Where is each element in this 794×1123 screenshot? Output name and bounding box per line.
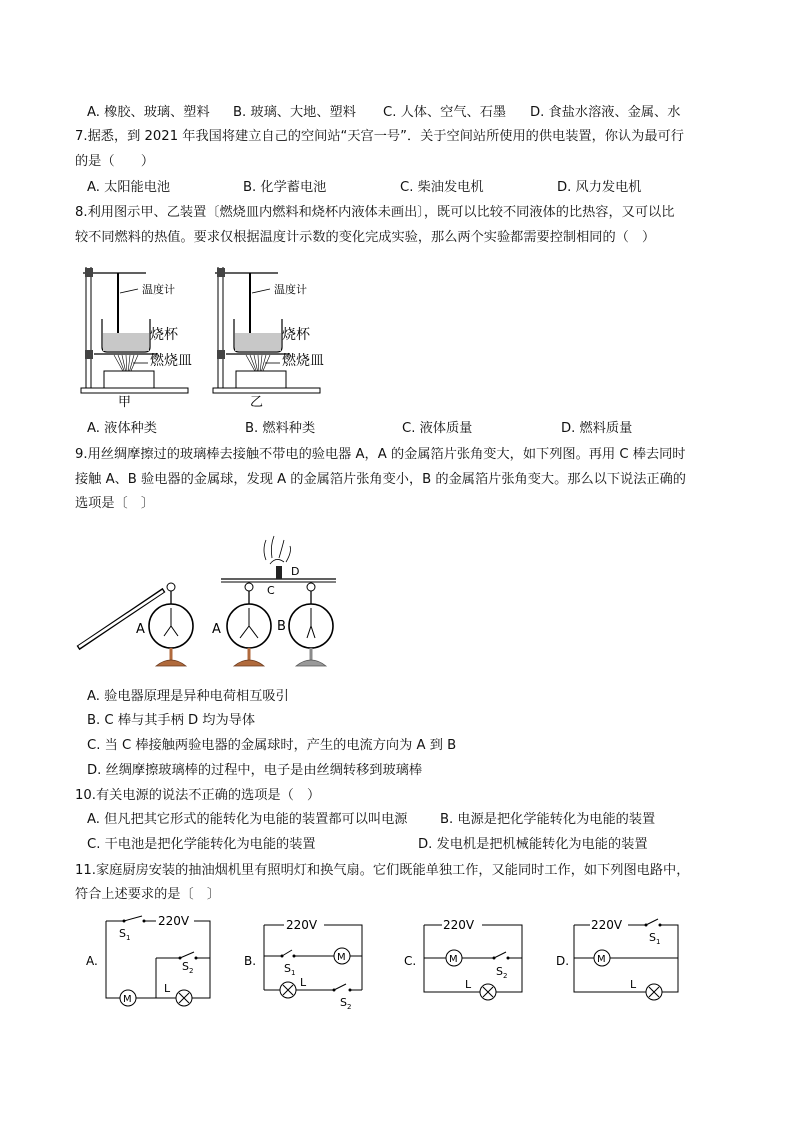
burner-label: 燃烧皿 — [150, 353, 192, 369]
thermometer-label-yi: 温度计 — [274, 283, 307, 296]
q9-stem: 9.用丝绸摩擦过的玻璃棒去接触不带电的验电器 A，A 的金属箔片张角变大，如下列图。再用 C 棒去同时 — [75, 447, 686, 462]
caption-jia: 甲 — [118, 395, 132, 410]
circuit-c-lamp: L — [465, 978, 472, 991]
q6-option-b: B. 玻璃、大地、塑料 — [233, 105, 356, 120]
q9-option-d: D. 丝绸摩擦玻璃棒的过程中，电子是由丝绸转移到玻璃棒 — [87, 763, 423, 778]
electroscope-a-left — [136, 583, 193, 666]
q7-option-d: D. 风力发电机 — [557, 180, 642, 195]
q8-option-a: A. 液体种类 — [87, 421, 157, 436]
rod-c-label: C — [267, 584, 275, 597]
q9-option-c: C. 当 C 棒接触两验电器的金属球时，产生的电流方向为 A 到 B — [87, 738, 457, 753]
electroscope-a-left-label: A — [136, 622, 145, 637]
q7-stem-cont: 的是（ ） — [75, 154, 155, 169]
circuit-a-s1: $S_1$ — [119, 927, 131, 942]
electroscope-a-right-label: A — [212, 622, 221, 637]
circuit-b-s2: $S_2$ — [340, 996, 352, 1011]
circuit-d-motor: M — [597, 954, 606, 965]
q7-stem: 7.据悉，到 2021 年我国将建立自己的空间站“天宫一号”．关于空间站所使用的供电装置，你认为最可行 — [75, 129, 684, 144]
circuit-c-label: C. — [404, 954, 417, 968]
q8-option-c: C. 液体质量 — [402, 421, 473, 436]
circuit-c — [402, 912, 532, 1012]
circuit-a-lamp: L — [164, 982, 171, 995]
circuit-d — [554, 912, 694, 1012]
circuit-d-lamp: L — [630, 978, 637, 991]
q10-option-a: A. 但凡把其它形式的能转化为电能的装置都可以叫电源 — [87, 812, 408, 827]
q7-option-c: C. 柴油发电机 — [400, 180, 484, 195]
q8-option-d: D. 燃料质量 — [561, 421, 633, 436]
q9-electroscope-figure — [76, 522, 346, 680]
circuit-a-label: A. — [86, 954, 98, 968]
q9-option-a: A. 验电器原理是异种电荷相互吸引 — [87, 689, 289, 704]
circuit-c-voltage: 220V — [443, 918, 475, 932]
q6-option-d: D. 食盐水溶液、金属、水 — [530, 105, 681, 120]
q10-option-d: D. 发电机是把机械能转化为电能的装置 — [418, 837, 648, 852]
q11-stem-cont: 符合上述要求的是〔 〕 — [75, 887, 221, 902]
q6-option-a: A. 橡胶、玻璃、塑料 — [87, 105, 210, 120]
circuit-b — [242, 912, 372, 1012]
circuit-a — [84, 912, 224, 1012]
circuit-b-s1: $S_1$ — [284, 962, 296, 977]
q7-option-b: B. 化学蓄电池 — [243, 180, 327, 195]
beaker-label-yi: 烧杯 — [282, 327, 310, 343]
circuit-a-voltage: 220V — [158, 914, 190, 928]
q8-option-b: B. 燃料种类 — [245, 421, 316, 436]
circuit-b-voltage: 220V — [286, 918, 318, 932]
q8-stem: 8.利用图示甲、乙装置〔燃烧皿内燃料和烧杯内液体未画出〕，既可以比较不同液体的比热容，又可以比 — [75, 205, 675, 220]
handle-d-label: D — [291, 565, 300, 578]
q6-option-c: C. 人体、空气、石墨 — [383, 105, 507, 120]
apparatus-jia — [81, 267, 192, 410]
caption-yi: 乙 — [250, 395, 264, 410]
electroscope-b-label: B — [277, 619, 286, 634]
circuit-b-motor: M — [337, 952, 346, 963]
q9-option-b: B. C 棒与其手柄 D 均为导体 — [87, 713, 256, 728]
circuit-d-s1: $S_1$ — [649, 931, 661, 946]
q10-stem: 10.有关电源的说法不正确的选项是（ ） — [75, 788, 321, 803]
circuit-a-s2: $S_2$ — [182, 960, 194, 975]
q9-stem-cont-2: 选项是〔 〕 — [75, 496, 155, 511]
q8-stem-cont: 较不同燃料的热值。要求仅根据温度计示数的变化完成实验，那么两个实验都需要控制相同的（ ） — [75, 230, 656, 245]
circuit-c-motor: M — [449, 954, 458, 965]
beaker-label: 烧杯 — [150, 327, 178, 343]
thermometer-label: 温度计 — [142, 283, 175, 296]
circuit-b-label: B. — [244, 954, 257, 968]
circuit-a-motor: M — [123, 994, 132, 1005]
electroscope-b — [277, 583, 333, 666]
q10-option-c: C. 干电池是把化学能转化为电能的装置 — [87, 837, 316, 852]
electroscope-a-right — [212, 583, 271, 666]
circuit-d-voltage: 220V — [591, 918, 623, 932]
rod-c-handle-d — [221, 536, 336, 597]
circuit-b-lamp: L — [300, 976, 307, 989]
q7-option-a: A. 太阳能电池 — [87, 180, 171, 195]
q8-apparatus-figure — [78, 255, 348, 415]
apparatus-yi — [213, 267, 324, 410]
q11-stem: 11.家庭厨房安装的抽油烟机里有照明灯和换气扇。它们既能单独工作，又能同时工作，如下列图电路中， — [75, 863, 690, 878]
q10-option-b: B. 电源是把化学能转化为电能的装置 — [440, 812, 656, 827]
circuit-d-label: D. — [556, 954, 570, 968]
circuit-c-s2: $S_2$ — [496, 965, 508, 980]
q9-stem-cont: 接触 A、B 验电器的金属球，发现 A 的金属箔片张角变小，B 的金属箔片张角变大。那么以下说法正确的 — [75, 472, 686, 487]
burner-label-yi: 燃烧皿 — [282, 353, 324, 369]
